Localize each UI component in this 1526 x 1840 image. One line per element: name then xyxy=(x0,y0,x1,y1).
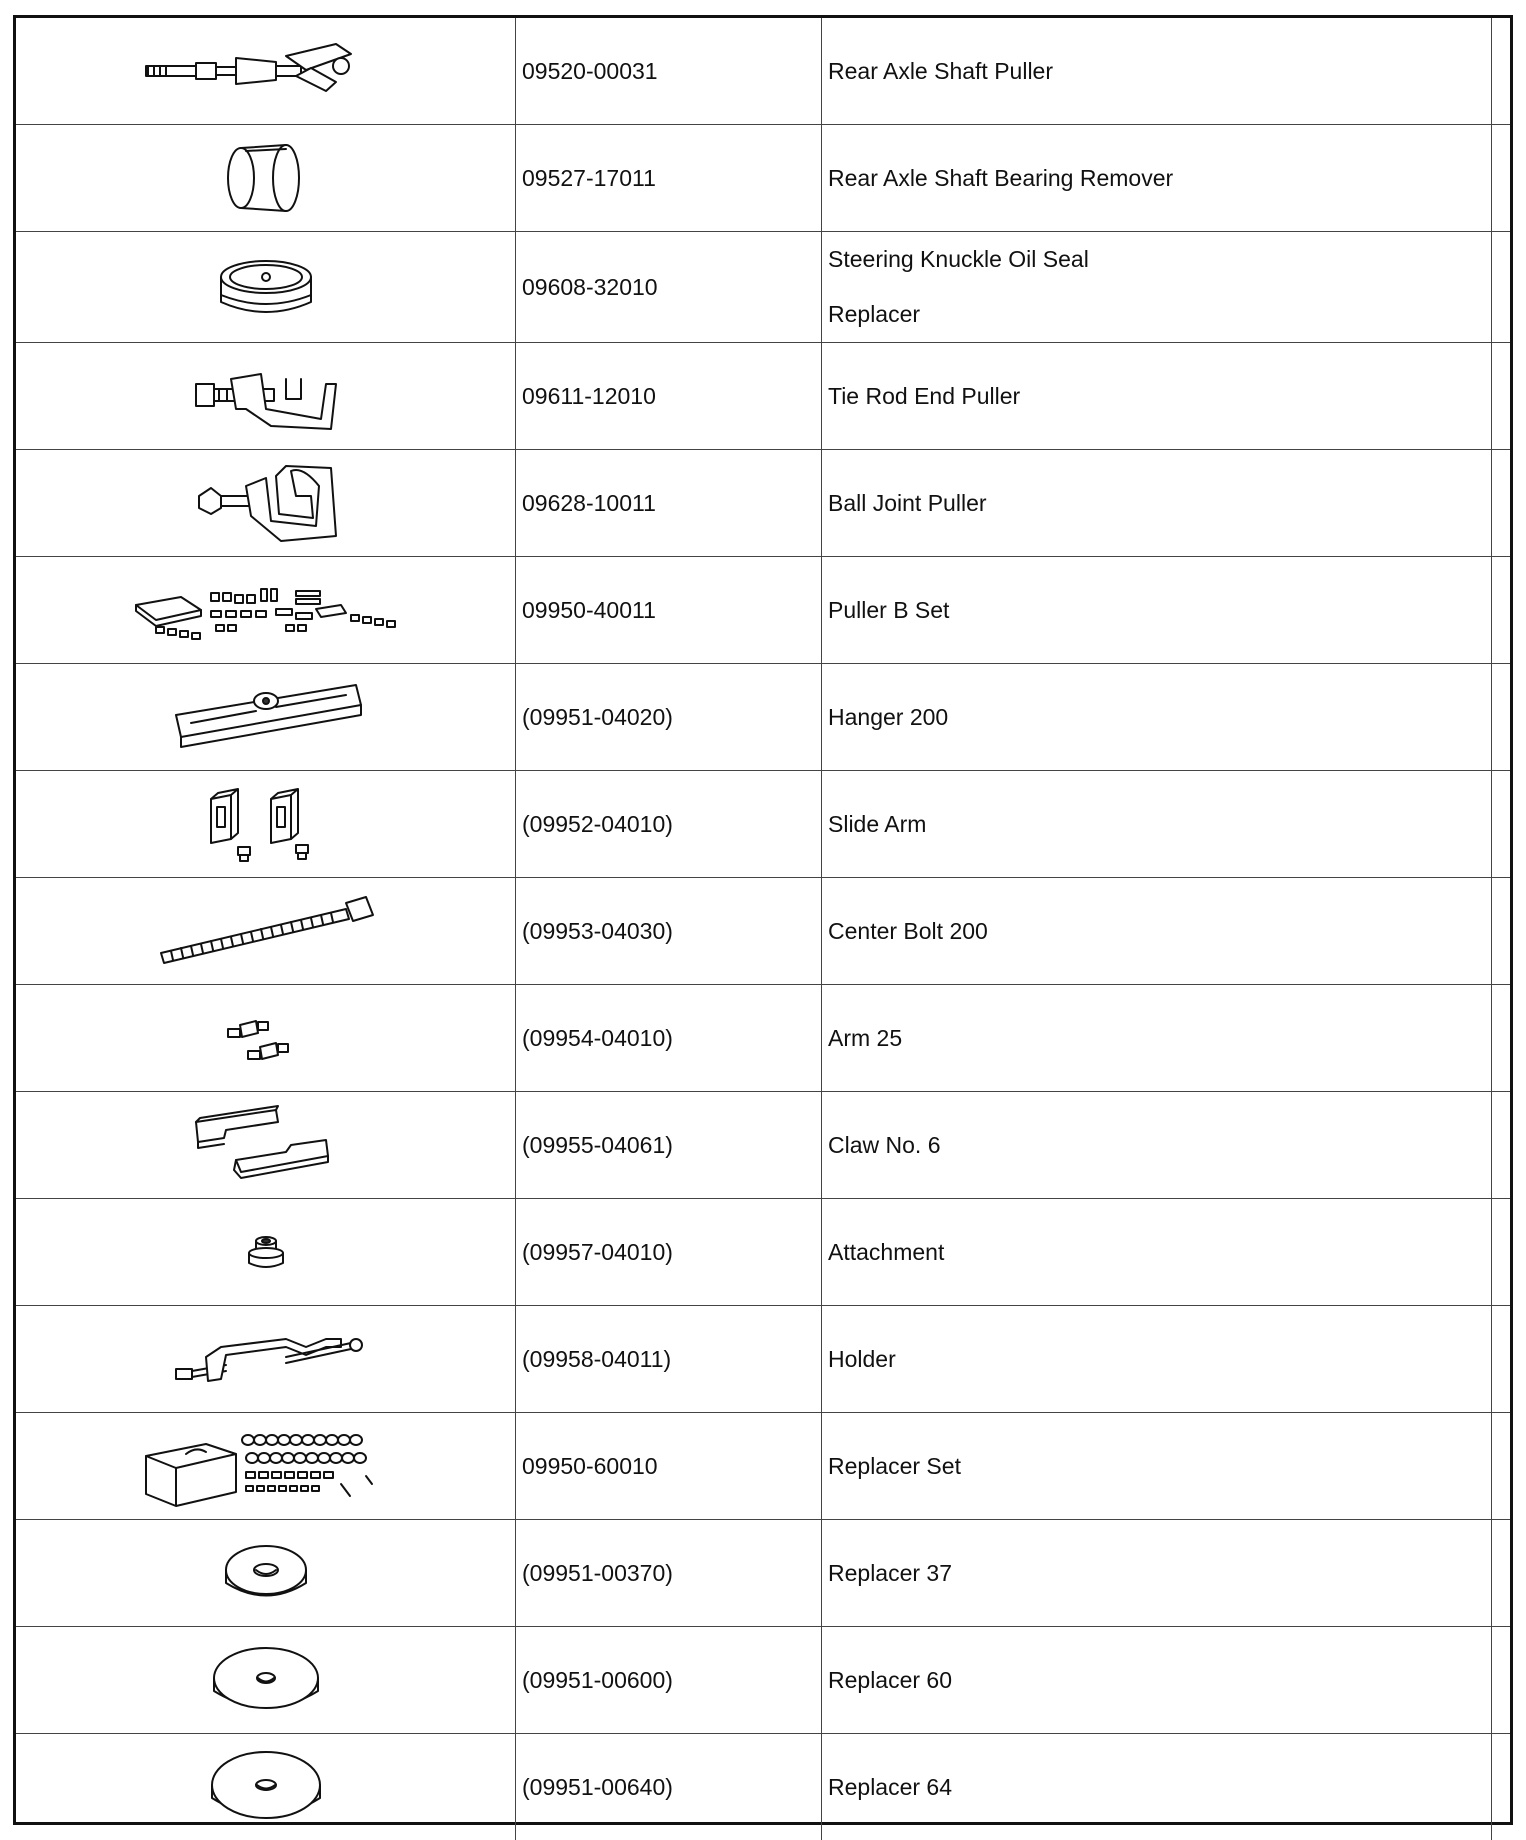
part-number: 09611-12010 xyxy=(516,343,822,450)
tool-illustration-cell xyxy=(16,985,516,1092)
table-row xyxy=(16,125,1510,232)
tool-name: Hanger 200 xyxy=(822,664,1492,771)
tool-illustration-cell xyxy=(16,1092,516,1199)
tool-illustration-cell xyxy=(16,450,516,557)
part-number: (09951-00370) xyxy=(516,1520,822,1627)
spare-cell xyxy=(1492,985,1511,1092)
holder-icon xyxy=(166,1317,366,1402)
spare-cell xyxy=(1492,1199,1511,1306)
attachment-icon xyxy=(241,1227,291,1277)
tool-name: Replacer 60 xyxy=(822,1627,1492,1734)
tool-name: Replacer 37 xyxy=(822,1520,1492,1627)
table-row xyxy=(16,985,1510,1092)
special-tools-table-frame xyxy=(13,15,1513,1825)
table-row xyxy=(16,18,1510,125)
spare-cell xyxy=(1492,1413,1511,1520)
tool-name: Arm 25 xyxy=(822,985,1492,1092)
spare-cell xyxy=(1492,1734,1511,1840)
tool-name: Ball Joint Puller xyxy=(822,450,1492,557)
tool-name: Center Bolt 200 xyxy=(822,878,1492,985)
replacer-disc-small-icon xyxy=(216,1528,316,1618)
spare-cell xyxy=(1492,878,1511,985)
tool-illustration-cell xyxy=(16,18,516,125)
tool-illustration-cell xyxy=(16,1627,516,1734)
tool-name: Replacer 64 xyxy=(822,1734,1492,1840)
rear-axle-shaft-puller-icon xyxy=(136,36,396,106)
tool-name xyxy=(822,232,1492,343)
table-row xyxy=(16,878,1510,985)
tool-illustration-cell xyxy=(16,771,516,878)
tool-name: Puller B Set xyxy=(822,557,1492,664)
center-bolt-icon xyxy=(151,891,381,971)
special-tools-table xyxy=(16,18,1510,1840)
spare-cell xyxy=(1492,557,1511,664)
part-number: (09958-04011) xyxy=(516,1306,822,1413)
spare-cell xyxy=(1492,1306,1511,1413)
ball-joint-puller-icon xyxy=(191,456,341,551)
spare-cell xyxy=(1492,1520,1511,1627)
table-row xyxy=(16,1092,1510,1199)
table-row xyxy=(16,1199,1510,1306)
tool-name-line: Replacer xyxy=(828,287,1491,342)
spare-cell xyxy=(1492,450,1511,557)
replacer-disc-medium-icon xyxy=(206,1633,326,1728)
table-row xyxy=(16,232,1510,343)
tool-illustration-cell xyxy=(16,557,516,664)
table-row xyxy=(16,664,1510,771)
tool-illustration-cell xyxy=(16,125,516,232)
tool-illustration-cell xyxy=(16,1306,516,1413)
tool-illustration-cell xyxy=(16,1413,516,1520)
table-row xyxy=(16,1413,1510,1520)
part-number: (09951-04020) xyxy=(516,664,822,771)
tool-name: Attachment xyxy=(822,1199,1492,1306)
spare-cell xyxy=(1492,343,1511,450)
table-row xyxy=(16,343,1510,450)
spare-cell xyxy=(1492,1092,1511,1199)
tool-illustration-cell xyxy=(16,343,516,450)
table-row xyxy=(16,1734,1510,1840)
tool-name: Replacer Set xyxy=(822,1413,1492,1520)
table-row xyxy=(16,1306,1510,1413)
part-number: (09951-00640) xyxy=(516,1734,822,1840)
part-number: 09527-17011 xyxy=(516,125,822,232)
oil-seal-replacer-icon xyxy=(206,247,326,327)
replacer-disc-large-icon xyxy=(206,1740,326,1835)
part-number: 09950-40011 xyxy=(516,557,822,664)
part-number: (09951-00600) xyxy=(516,1627,822,1734)
tool-illustration-cell xyxy=(16,878,516,985)
spare-cell xyxy=(1492,18,1511,125)
puller-set-icon xyxy=(126,575,406,645)
part-number: (09957-04010) xyxy=(516,1199,822,1306)
claw-icon xyxy=(186,1100,346,1190)
spare-cell xyxy=(1492,664,1511,771)
part-number: 09628-10011 xyxy=(516,450,822,557)
table-row xyxy=(16,450,1510,557)
table-row xyxy=(16,557,1510,664)
slide-arm-icon xyxy=(196,779,336,869)
tool-name-line: Steering Knuckle Oil Seal xyxy=(828,232,1491,287)
table-row xyxy=(16,1627,1510,1734)
part-number: 09608-32010 xyxy=(516,232,822,343)
part-number: (09952-04010) xyxy=(516,771,822,878)
tool-illustration-cell xyxy=(16,232,516,343)
part-number: (09955-04061) xyxy=(516,1092,822,1199)
bearing-remover-icon xyxy=(216,133,316,223)
part-number: (09953-04030) xyxy=(516,878,822,985)
tool-name: Rear Axle Shaft Bearing Remover xyxy=(822,125,1492,232)
tool-name: Holder xyxy=(822,1306,1492,1413)
arm-icon xyxy=(216,1003,316,1073)
spare-cell xyxy=(1492,771,1511,878)
tool-illustration-cell xyxy=(16,1520,516,1627)
tool-name: Slide Arm xyxy=(822,771,1492,878)
tool-name: Rear Axle Shaft Puller xyxy=(822,18,1492,125)
part-number: 09950-60010 xyxy=(516,1413,822,1520)
replacer-set-icon xyxy=(136,1424,396,1509)
table-row xyxy=(16,771,1510,878)
tool-illustration-cell xyxy=(16,664,516,771)
tool-illustration-cell xyxy=(16,1734,516,1840)
table-row xyxy=(16,1520,1510,1627)
hanger-icon xyxy=(166,675,366,760)
spare-cell xyxy=(1492,1627,1511,1734)
tool-illustration-cell xyxy=(16,1199,516,1306)
tool-name: Claw No. 6 xyxy=(822,1092,1492,1199)
tie-rod-end-puller-icon xyxy=(191,354,341,439)
part-number: 09520-00031 xyxy=(516,18,822,125)
part-number: (09954-04010) xyxy=(516,985,822,1092)
tool-name: Tie Rod End Puller xyxy=(822,343,1492,450)
spare-cell xyxy=(1492,125,1511,232)
spare-cell xyxy=(1492,232,1511,343)
